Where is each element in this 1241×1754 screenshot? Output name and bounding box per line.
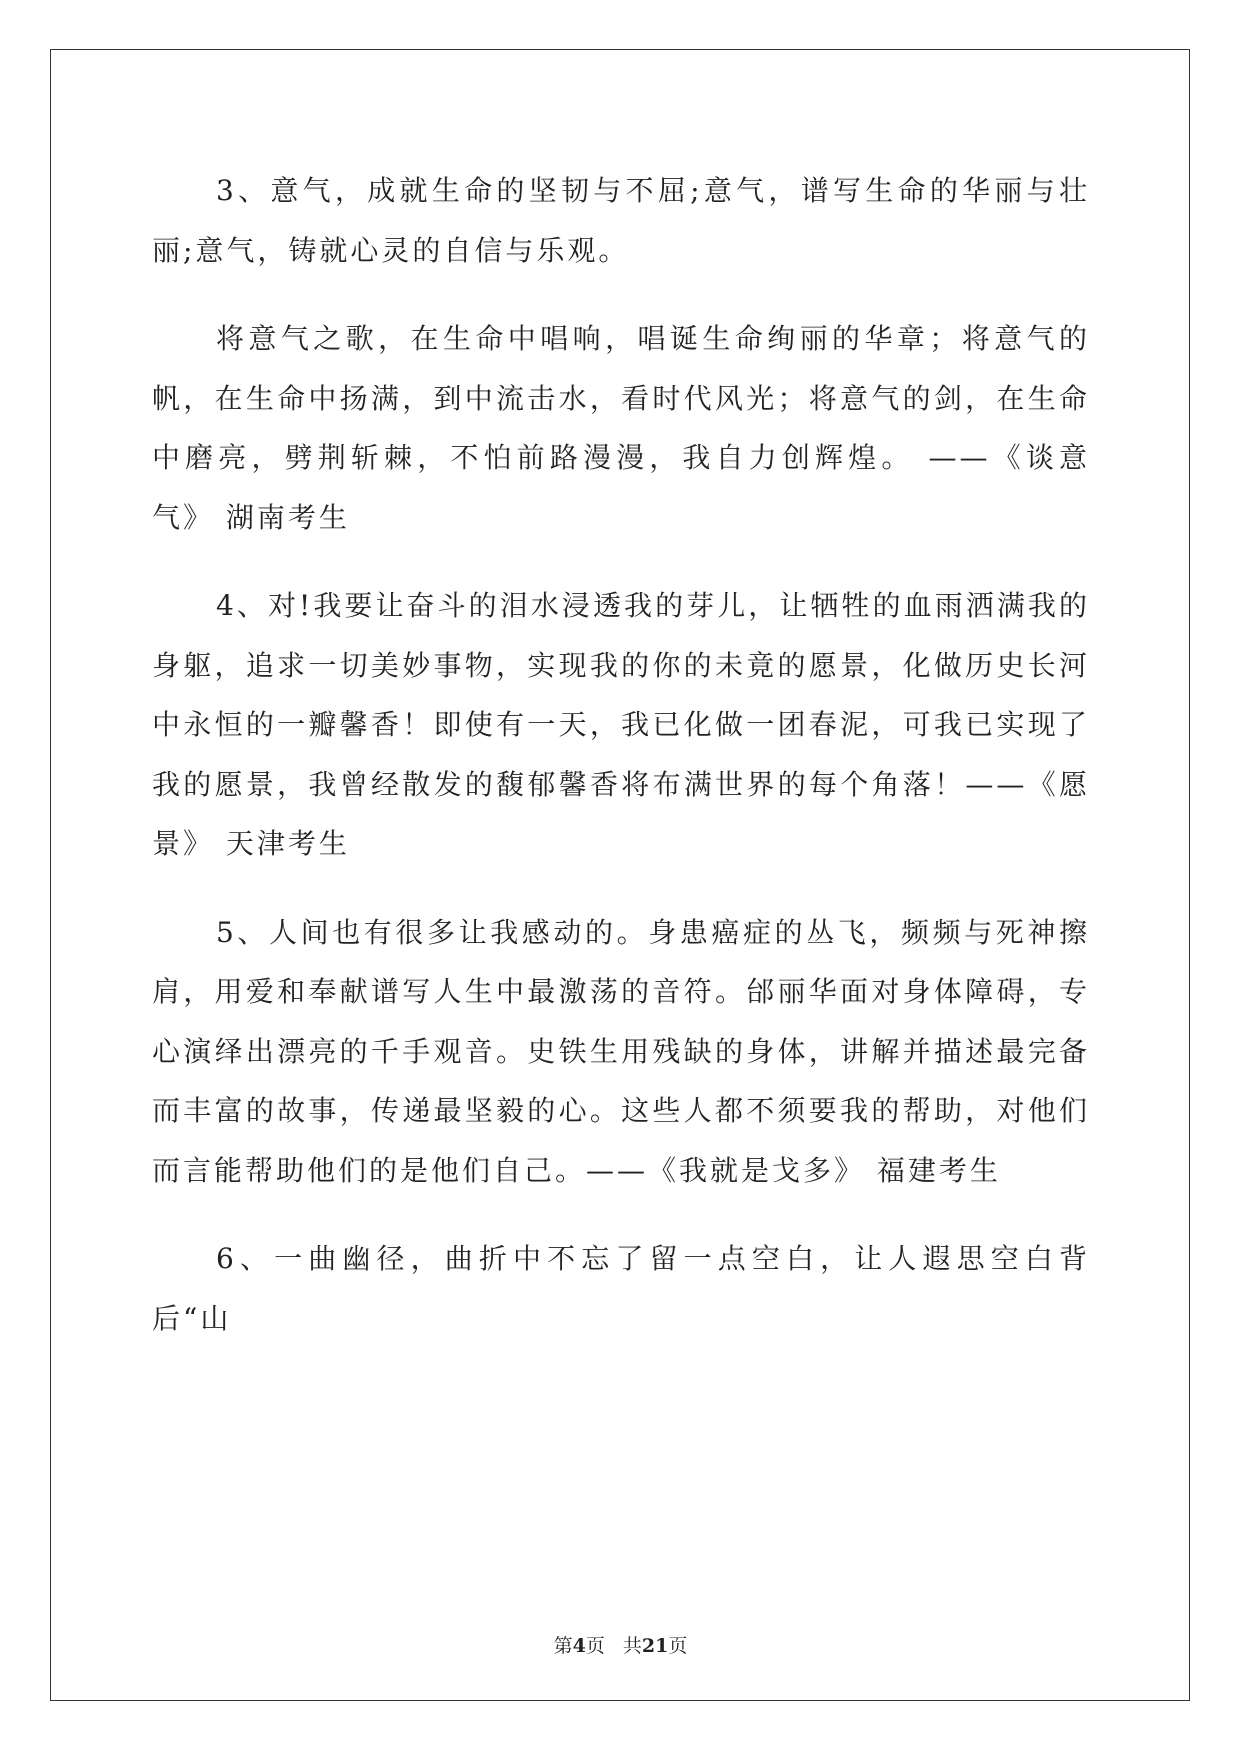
document-body xyxy=(152,161,1090,1348)
page-prefix: 第 xyxy=(553,1635,573,1657)
page-number: 4 xyxy=(572,1635,586,1657)
total-suffix: 页 xyxy=(668,1635,688,1657)
total-pages: 21 xyxy=(641,1635,669,1657)
paragraph-1: 3、意气，成就生命的坚韧与不屈;意气，谱写生命的华丽与壮丽;意气，铸就心灵的自信与乐观。 xyxy=(152,174,1090,267)
paragraph-2: 将意气之歌，在生命中唱响，唱诞生命绚丽的华章；将意气的帆，在生命中扬满，到中流击水，看时代风光；将意气的剑，在生命中磨亮，劈荆斩棘，不怕前路漫漫，我自力创辉煌。 ——《谈意气》 湖南考生 xyxy=(152,322,1090,534)
total-prefix: 共 xyxy=(622,1635,642,1657)
paragraph-4: 5、人间也有很多让我感动的。身患癌症的丛飞，频频与死神擦肩，用爱和奉献谱写人生中最激荡的音符。邰丽华面对身体障碍，专心演绎出漂亮的千手观音。史铁生用残缺的身体，讲解并描述最完备而丰富的故事，传递最坚毅的心。这些人都不须要我的帮助，对他们而言能帮助他们的是他们自己。——《我就是戈多》 福建考生 xyxy=(152,915,1090,1187)
paragraph-5: 6、一曲幽径，曲折中不忘了留一点空白，让人遐思空白背后“山 xyxy=(152,1242,1090,1335)
paragraph-3: 4、对!我要让奋斗的泪水浸透我的芽儿，让牺牲的血雨洒满我的身躯，追求一切美妙事物，实现我的你的未竟的愿景，化做历史长河中永恒的一瓣馨香！即使有一天，我已化做一团春泥，可我已实现了我的愿景，我曾经散发的馥郁馨香将布满世界的每个角落！——《愿景》 天津考生 xyxy=(152,589,1090,860)
page-suffix: 页 xyxy=(585,1635,605,1657)
page-footer xyxy=(0,1634,1241,1658)
